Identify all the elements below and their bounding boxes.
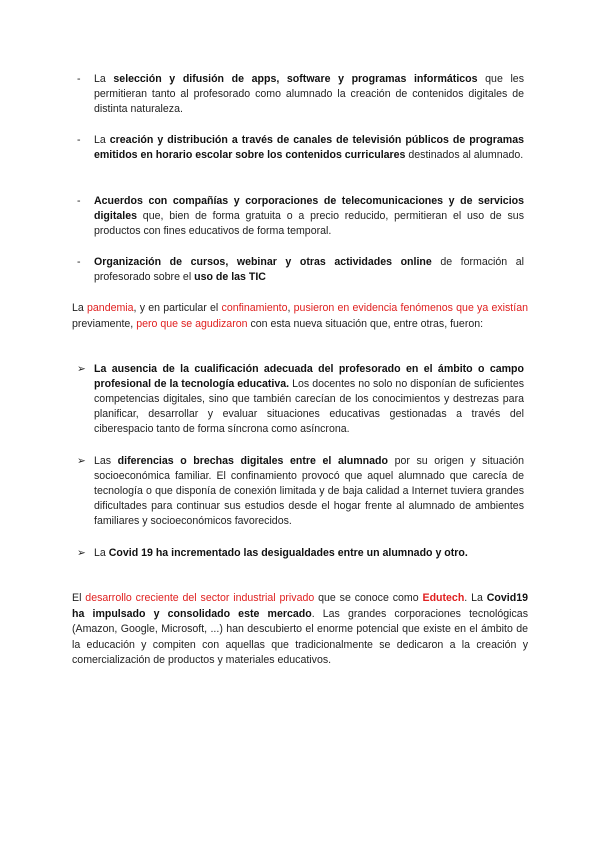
list-item-tv: - La creación y distribución a través de canales de televisión públicos de programas emitidos en horario escolar sobre los contenidos curriculares destinados al alumnado. bbox=[77, 134, 524, 161]
arrow-marker-icon: ➢ bbox=[77, 363, 86, 375]
list-item-qualification: ➢ La ausencia de la cualificación adecuada del profesorado en el ámbito o campo profesional de la tecnología educativa. Los docentes no solo no disponían de suficientes competencias digitales, sino que también carecían de los conocimientos y destrezas para planificar, desarrollar y evaluar situaciones educativas gestionadas a través del ciberespacio tanto de forma síncrona como asíncrona. bbox=[77, 363, 525, 435]
highlight-confinamiento: confinamiento bbox=[221, 302, 288, 314]
highlight-evidencia: pusieron en evidencia fenómenos que ya existían bbox=[293, 302, 528, 314]
highlight-edutech: Edutech bbox=[422, 592, 465, 604]
list-item-inequalities: ➢ La Covid 19 ha incrementado las desigualdades entre un alumnado y otro. bbox=[77, 547, 468, 559]
dash-marker: - bbox=[77, 256, 81, 268]
highlight-pandemia: pandemia bbox=[87, 302, 134, 314]
list-item-apps: - La selección y difusión de apps, software y programas informáticos que les permitieran tanto al profesorado como alumnado la creación de contenidos digitales de distinta naturaleza. bbox=[77, 73, 525, 115]
list-item-courses: - Organización de cursos, webinar y otras actividades online de formación al profesorado sobre el uso de las TIC bbox=[77, 256, 524, 283]
highlight-sector-privado: desarrollo creciente del sector industrial privado bbox=[85, 592, 315, 604]
dash-marker: - bbox=[77, 195, 81, 207]
highlight-agudizaron: pero que se agudizaron bbox=[136, 317, 248, 330]
arrow-marker-icon: ➢ bbox=[77, 547, 86, 559]
intro-paragraph: La pandemia, y en particular el confinamiento, pusieron en evidencia fenómenos que ya existían previamente, pero que se agudizaron con esta nueva situación que, entre otras, fueron: bbox=[72, 302, 528, 330]
dash-marker: - bbox=[77, 134, 81, 146]
dash-marker: - bbox=[77, 73, 81, 85]
list-item-digital-gaps: ➢ Las diferencias o brechas digitales entre el alumnado por su origen y situación socioeconómica familiar. El confinamiento provocó que aquel alumnado que carecía de tecnología o que disponía de conexión limitada y de baja calidad a Internet tuviera grandes dificultades para continuar sus estudios desde el hogar frente al alumnado de ambientes familiares y socioeconómicos favorecidos. bbox=[77, 455, 524, 527]
list-item-agreements: - Acuerdos con compañías y corporaciones de telecomunicaciones y de servicios digitales que, bien de forma gratuita o a precio reducido, permitieran el uso de sus productos con fines educativos de forma temporal. bbox=[77, 195, 524, 237]
arrow-marker-icon: ➢ bbox=[77, 455, 86, 467]
closing-paragraph: El desarrollo creciente del sector industrial privado que se conoce como Edutech. La Covid19 ha impulsado y consolidado este mercado. Las grandes corporaciones tecnológicas (Amazon, Google, Microsoft, ...) han descubierto el enorme potencial que existe en el ámbito de la educación y compiten con aquellas que tradicionalmente se dedicaron a la creación y comercialización de productos y materiales educativos. bbox=[72, 592, 528, 666]
